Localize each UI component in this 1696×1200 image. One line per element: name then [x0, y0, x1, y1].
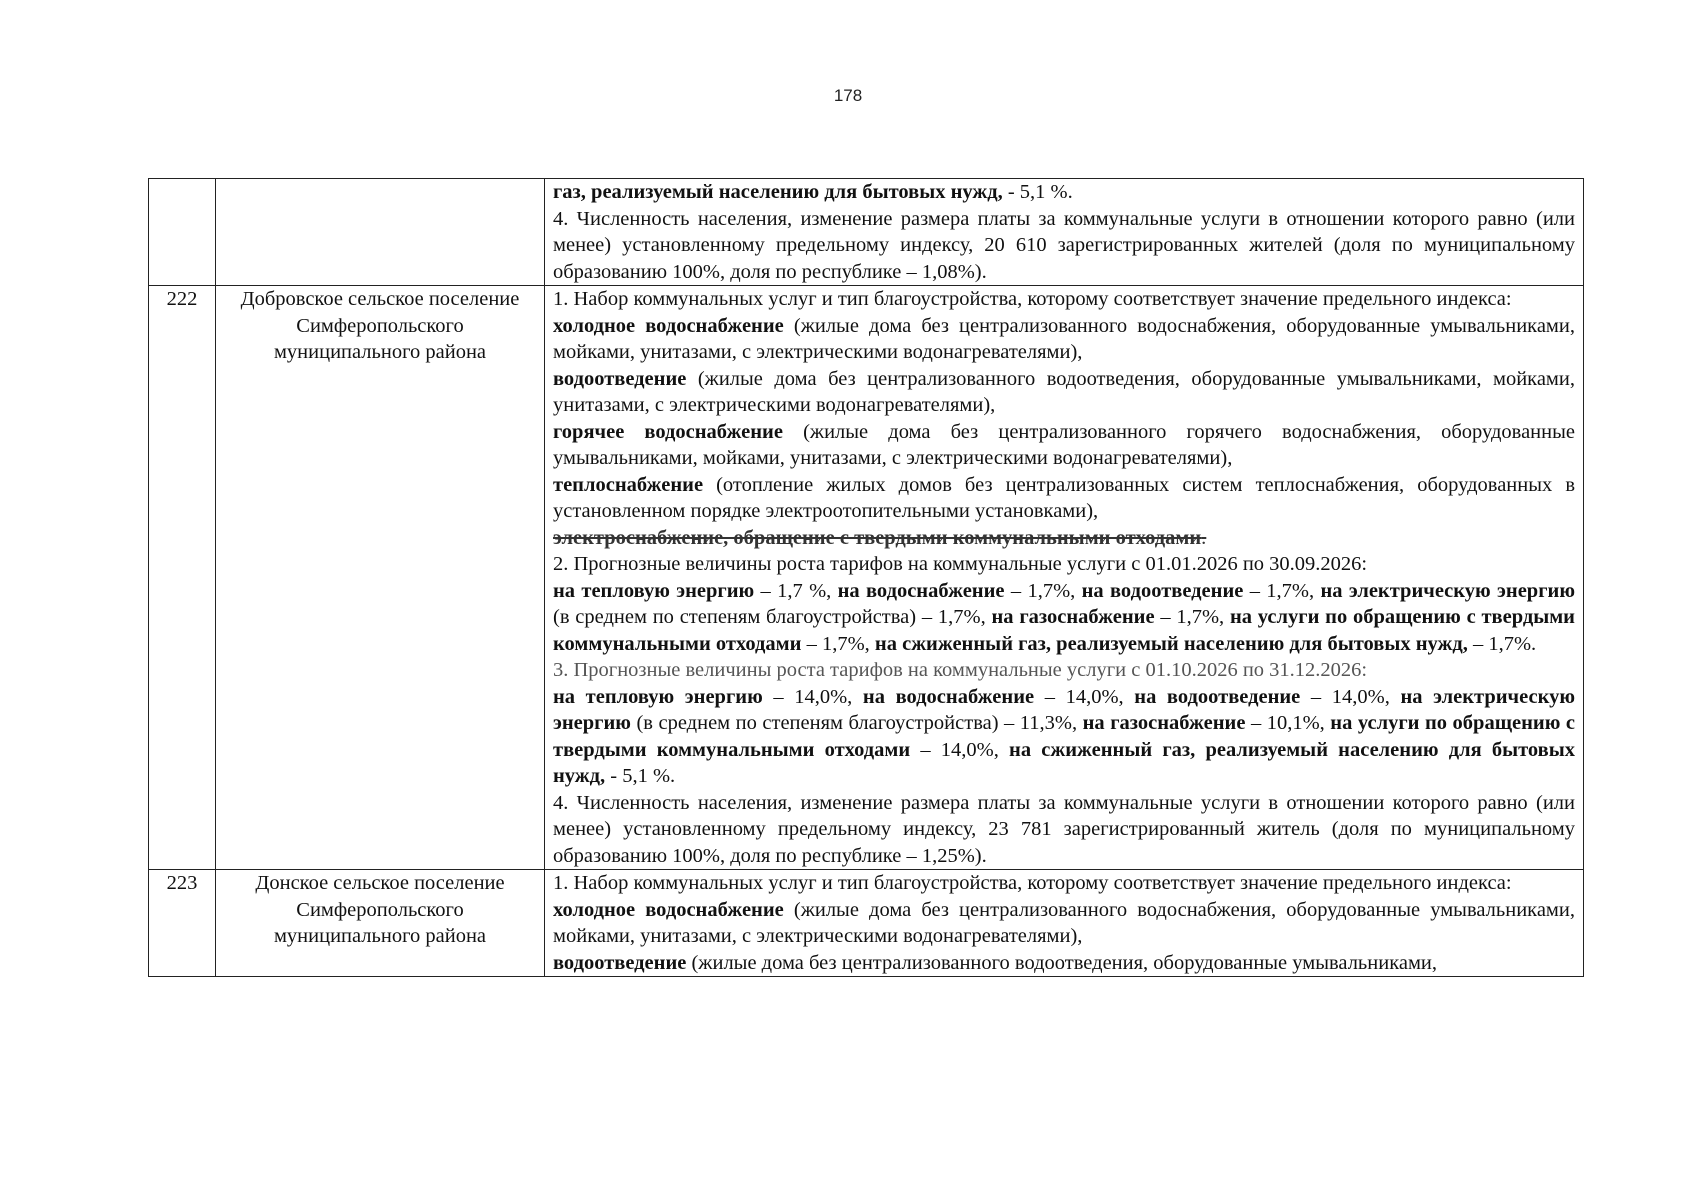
- text-run: – 14,0%,: [910, 738, 1010, 761]
- text-run: – 14,0%,: [762, 685, 863, 708]
- text-run: (отопление жилых домов без централизованных систем теплоснабжения, оборудованных в установленном порядке электроотопительными установками),: [553, 473, 1575, 522]
- text-run: - 5,1 %.: [605, 765, 676, 787]
- text-run: .: [1201, 526, 1207, 549]
- municipality-name-cell: [216, 179, 545, 286]
- bold-phrase: газ, реализуемый населению для бытовых нужд,: [553, 181, 1003, 203]
- bold-phrase: на газоснабжение: [1082, 712, 1246, 734]
- heating-paragraph: [553, 472, 1575, 525]
- bold-phrase: на тепловую энергию: [553, 685, 763, 708]
- bold-phrase: теплоснабжение: [553, 473, 704, 496]
- row-number-cell: 222: [149, 286, 216, 870]
- bold-phrase: на электрическую энергию: [553, 685, 1576, 734]
- text-run: – 14,0%,: [1034, 685, 1135, 708]
- cold-water-paragraph: [553, 313, 1575, 366]
- text-run: – 1,7%,: [801, 632, 875, 655]
- bold-phrase: горячее водоснабжение: [553, 420, 783, 443]
- table-row: [149, 286, 1584, 870]
- bold-phrase: на услуги по обращению с твердыми коммунальными отходами: [553, 712, 1575, 761]
- text-run: – 1,7%.: [1467, 632, 1537, 655]
- row-number-cell: 223: [149, 870, 216, 977]
- text-run: – 1,7 %,: [754, 579, 838, 602]
- text-run: (в среднем по степеням благоустройства) – 1,7%,: [553, 606, 992, 628]
- text-run: - 5,1 %.: [1002, 181, 1073, 203]
- services-paragraph: 1. Набор коммунальных услуг и тип благоустройства, которому соответствует значение предельного индекса:: [553, 872, 1512, 894]
- electricity-waste-paragraph: [553, 525, 1575, 552]
- text-run: (в среднем по степеням благоустройства) – 11,3%,: [630, 712, 1083, 734]
- bold-phrase: на газоснабжение: [991, 606, 1155, 628]
- population-paragraph: 4. Численность населения, изменение размера платы за коммунальные услуги в отношении которого равно (или менее) установленному предельному индексу, 23 781 зарегистрированный житель (доля по муниципальному образованию 100%, доля по республике – 1,25%).: [553, 791, 1575, 867]
- population-paragraph: 4. Численность населения, изменение размера платы за коммунальные услуги в отношении которого равно (или менее) установленному предельному индексу, 20 610 зарегистрированных жителей (доля по муниципальному образованию 100%, доля по республике – 1,08%).: [553, 207, 1575, 283]
- text-run: – 10,1%,: [1245, 712, 1331, 734]
- text-run: – 14,0%,: [1300, 685, 1401, 708]
- description-cell: [545, 179, 1584, 286]
- text-run: – 1,7%,: [1154, 606, 1230, 628]
- bold-phrase: электроснабжение, обращение с твердыми коммунальными отходами: [553, 526, 1202, 549]
- cold-water-paragraph: [553, 897, 1575, 950]
- description-cell: [545, 286, 1584, 870]
- services-paragraph: 1. Набор коммунальных услуг и тип благоустройства, которому соответствует значение предельного индекса:: [553, 288, 1512, 310]
- bold-phrase: холодное водоснабжение: [553, 898, 784, 921]
- bold-phrase: на электрическую энергию: [1320, 579, 1575, 602]
- text-run: (жилые дома без централизованного водоснабжения, оборудованные умывальниками, мойками, унитазами, с электрическими водонагревателями),: [553, 898, 1575, 947]
- continued-paragraph: [553, 179, 1575, 206]
- text-run: – 1,7%,: [1243, 579, 1321, 602]
- row-number-cell: [149, 179, 216, 286]
- municipality-name-cell: Добровское сельское поселение Симферопольского муниципального района: [216, 286, 545, 870]
- municipality-tariff-table: [148, 178, 1584, 977]
- forecast-period-1-heading: 2. Прогнозные величины роста тарифов на коммунальные услуги с 01.01.2026 по 30.09.2026:: [553, 553, 1368, 575]
- table-row: [149, 870, 1584, 977]
- hot-water-paragraph: [553, 419, 1575, 472]
- bold-phrase: на водоснабжение: [862, 685, 1035, 708]
- forecast-period-1-values: [553, 578, 1575, 658]
- drainage-paragraph: [553, 950, 1575, 976]
- forecast-period-2-values: [553, 684, 1575, 790]
- text-run: (жилые дома без централизованного горячего водоснабжения, оборудованные умывальниками, мойками, унитазами, с электрическими водонагревателями),: [553, 420, 1575, 469]
- bold-phrase: водоотведение: [553, 367, 687, 390]
- bold-phrase: водоотведение: [553, 951, 687, 974]
- description-cell: [545, 870, 1584, 977]
- bold-phrase: холодное водоснабжение: [553, 314, 784, 337]
- bold-phrase: на сжиженный газ, реализуемый населению для бытовых нужд,: [553, 738, 1575, 787]
- bold-phrase: на сжиженный газ, реализуемый населению для бытовых нужд,: [874, 632, 1468, 655]
- text-run: (жилые дома без централизованного водоснабжения, оборудованные умывальниками, мойками, унитазами, с электрическими водонагревателями),: [553, 314, 1575, 363]
- table-row: [149, 179, 1584, 286]
- bold-phrase: на тепловую энергию: [553, 579, 755, 602]
- bold-phrase: на водоотведение: [1134, 685, 1301, 708]
- text-run: – 1,7%,: [1004, 579, 1082, 602]
- bold-phrase: на услуги по обращению с твердыми коммунальными отходами: [553, 606, 1575, 655]
- bold-phrase: на водоснабжение: [837, 579, 1005, 602]
- page-number: 178: [833, 86, 863, 105]
- forecast-period-2-heading: 3. Прогнозные величины роста тарифов на коммунальные услуги с 01.10.2026 по 31.12.2026:: [553, 659, 1368, 681]
- drainage-paragraph: [553, 366, 1575, 419]
- text-run: (жилые дома без централизованного водоотведения, оборудованные умывальниками,: [686, 951, 1438, 974]
- municipality-name-cell: Донское сельское поселение Симферопольского муниципального района: [216, 870, 545, 977]
- text-run: (жилые дома без централизованного водоотведения, оборудованные умывальниками, мойками, унитазами, с электрическими водонагревателями),: [553, 367, 1575, 416]
- bold-phrase: на водоотведение: [1081, 579, 1244, 602]
